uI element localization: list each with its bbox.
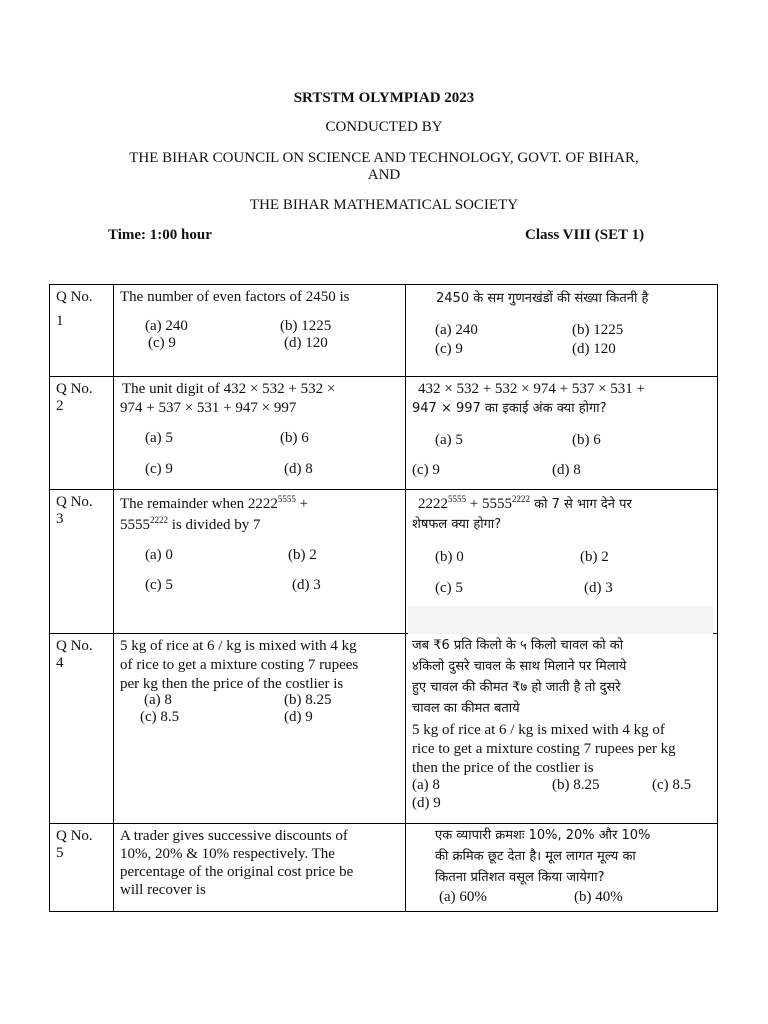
option: (c) 9	[148, 335, 176, 351]
qno-label: Q No.	[56, 289, 93, 305]
english-cell	[114, 634, 406, 824]
qno-label: Q No.	[56, 381, 93, 397]
option: (c) 9	[435, 341, 463, 357]
question-text: will recover is	[120, 882, 206, 898]
english-cell	[114, 824, 406, 912]
question-text: percentage of the original cost price be	[120, 864, 354, 880]
question-text-hindi: 947 × 997 का इकाई अंक क्या होगा?	[412, 401, 607, 416]
table-row	[50, 824, 718, 912]
option: (d) 8	[284, 461, 313, 477]
council-name: THE BIHAR COUNCIL ON SCIENCE AND TECHNOLOGY, GOVT. OF BIHAR,	[129, 150, 639, 166]
question-text: rice to get a mixture costing 7 rupees per kg	[412, 741, 676, 757]
qno-cell	[50, 634, 114, 824]
english-cell	[114, 490, 406, 634]
question-text-hindi: 2450 के सम गुणनखंडों की संख्या कितनी है	[436, 291, 649, 306]
option: (d) 120	[284, 335, 328, 351]
question-text: 974 + 537 × 531 + 947 × 997	[120, 400, 297, 416]
option: (b) 6	[280, 430, 309, 446]
option: (b) 8.25	[552, 777, 600, 793]
qno-number: 1	[56, 313, 64, 329]
qno-cell	[50, 824, 114, 912]
option: (c) 9	[145, 461, 173, 477]
option: (c) 9	[412, 462, 440, 478]
time-label: Time: 1:00 hour	[108, 227, 212, 243]
questions-table	[49, 284, 718, 912]
option: (a) 240	[435, 322, 478, 338]
option: (a) 0	[145, 547, 173, 563]
option: (b) 0	[435, 549, 464, 565]
hindi-cell	[406, 824, 718, 912]
question-text: $5555^{2222}$ is divided by 7	[120, 515, 261, 533]
qno-number: 2	[56, 398, 64, 414]
table-row	[50, 490, 718, 634]
option: (d) 9	[284, 709, 313, 725]
option: (d) 9	[412, 795, 441, 811]
option: (b) 1225	[280, 318, 332, 334]
qno-number: 4	[56, 655, 64, 671]
option: (d) 8	[552, 462, 581, 478]
qno-cell	[50, 377, 114, 490]
option: (b) 1225	[572, 322, 624, 338]
table-row	[50, 634, 718, 824]
english-cell	[114, 285, 406, 377]
question-text-hindi: शेषफल क्या होगा?	[412, 517, 502, 532]
question-text: then the price of the costlier is	[412, 760, 594, 776]
qno-number: 3	[56, 511, 64, 527]
question-text-hindi: की क्रमिक छूट देता है। मूल लागत मूल्य का	[435, 849, 636, 864]
option: (a) 8	[144, 692, 172, 708]
question-text: The unit digit of 432 × 532 + 532 ×	[122, 381, 336, 397]
english-cell	[114, 377, 406, 490]
option: (a) 8	[412, 777, 440, 793]
qno-label: Q No.	[56, 638, 93, 654]
question-text: The remainder when $2222^{5555}$ +	[120, 494, 309, 512]
qno-label: Q No.	[56, 828, 93, 844]
qno-number: 5	[56, 845, 64, 861]
option: (d) 3	[292, 577, 321, 593]
question-text-hindi: ४किलो दुसरे चावल के साथ मिलाने पर मिलाये	[412, 659, 627, 674]
question-text-hindi: $2222^{5555} + 5555^{2222}$ को 7 से भाग देने पर	[418, 494, 632, 512]
option: (b) 8.25	[284, 692, 332, 708]
question-text: 10%, 20% & 10% respectively. The	[120, 846, 335, 862]
hindi-cell	[406, 634, 718, 824]
question-text-hindi: 432 × 532 + 532 × 974 + 537 × 531 +	[418, 381, 646, 397]
option: (b) 2	[288, 547, 317, 563]
option: (d) 120	[572, 341, 616, 357]
question-text: of rice to get a mixture costing 7 rupees	[120, 657, 359, 673]
exam-title: SRTSTM OLYMPIAD 2023	[293, 90, 475, 106]
shaded-band	[408, 606, 713, 634]
table-row	[50, 377, 718, 490]
question-text-hindi: चावल का कीमत बताये	[412, 701, 520, 716]
qno-cell	[50, 285, 114, 377]
option: (a) 240	[145, 318, 188, 334]
option: (c) 8.5	[652, 777, 692, 793]
option: (b) 6	[572, 432, 601, 448]
qno-label: Q No.	[56, 494, 93, 510]
option: (a) 5	[145, 430, 173, 446]
option: (c) 5	[145, 577, 173, 593]
question-text-hindi: कितना प्रतिशत वसूल किया जायेगा?	[435, 870, 605, 885]
question-text-hindi: एक व्यापारी क्रमशः 10%, 20% और 10%	[435, 828, 651, 843]
option: (d) 3	[584, 580, 613, 596]
qno-cell	[50, 490, 114, 634]
society-name: THE BIHAR MATHEMATICAL SOCIETY	[249, 197, 519, 213]
option: (b) 2	[580, 549, 609, 565]
question-text-hindi: जब ₹6 प्रति किलो के ५ किलो चावल को को	[412, 638, 624, 653]
hindi-cell	[406, 285, 718, 377]
option: (c) 8.5	[140, 709, 180, 725]
hindi-cell	[406, 490, 718, 634]
option: (a) 60%	[439, 889, 487, 905]
question-text-hindi: हुए चावल की कीमत ₹७ हो जाती है तो दुसरे	[412, 680, 621, 695]
question-text: A trader gives successive discounts of	[120, 828, 348, 844]
class-label: Class VIII (SET 1)	[525, 227, 645, 243]
conducted-by: CONDUCTED BY	[325, 119, 443, 135]
question-text: 5 kg of rice at 6 / kg is mixed with 4 kg	[120, 638, 357, 654]
option: (c) 5	[435, 580, 463, 596]
option: (a) 5	[435, 432, 463, 448]
option: (b) 40%	[574, 889, 623, 905]
table-row	[50, 285, 718, 377]
question-text: per kg then the price of the costlier is	[120, 676, 344, 692]
question-text: The number of even factors of 2450 is	[120, 289, 350, 305]
question-text: 5 kg of rice at 6 / kg is mixed with 4 kg of	[412, 722, 665, 738]
hindi-cell	[406, 377, 718, 490]
and-text: AND	[367, 167, 401, 183]
